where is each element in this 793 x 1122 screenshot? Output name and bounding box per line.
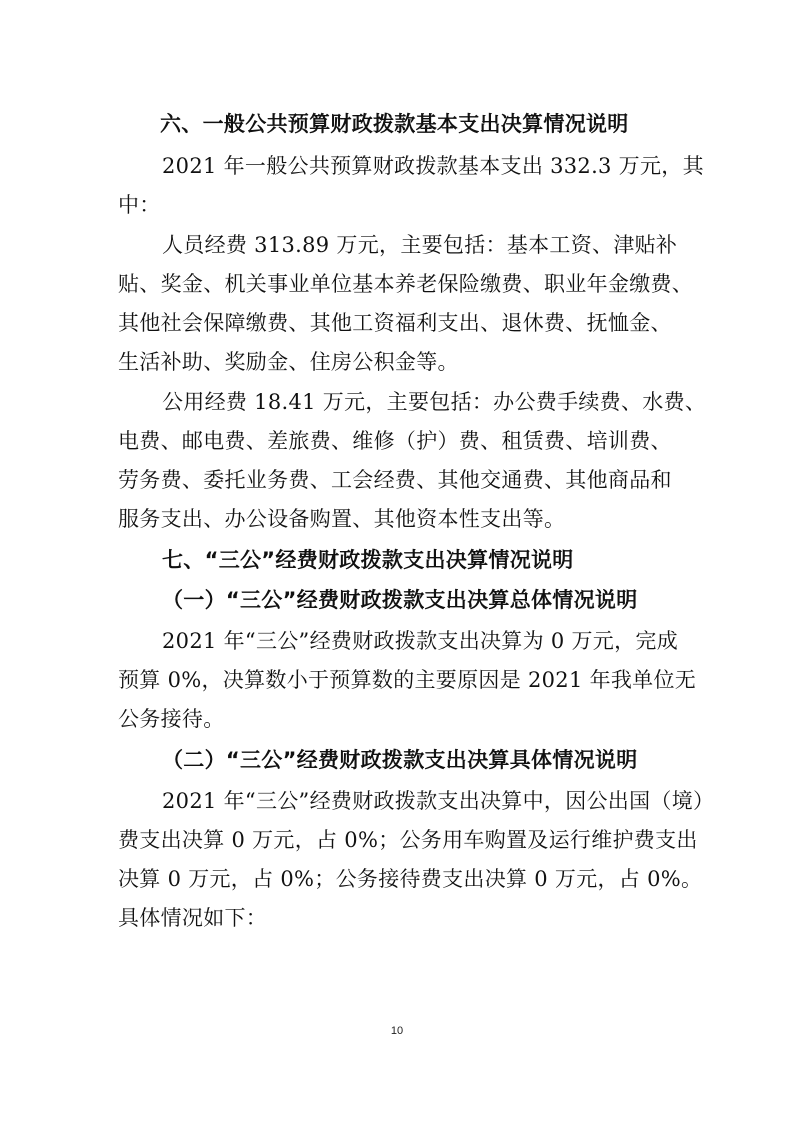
section-7-sub1-heading: （一）“三公”经费财政拨款支出决算总体情况说明 [162, 588, 638, 612]
section-7-sub2-line: 决算 0 万元，占 0%；公务接待费支出决算 0 万元，占 0%。 [118, 867, 703, 891]
public-expense-line: 服务支出、办公设备购置、其他资本性支出等。 [118, 507, 566, 531]
public-expense-line: 电费、邮电费、差旅费、维修（护）费、租赁费、培训费、 [118, 429, 672, 453]
section-6-heading: 六、一般公共预算财政拨款基本支出决算情况说明 [160, 112, 629, 136]
personnel-expense-line: 贴、奖金、机关事业单位基本养老保险缴费、职业年金缴费、 [118, 272, 694, 296]
section-7-sub1-line: 2021 年“三公”经费财政拨款支出决算为 0 万元，完成 [162, 629, 678, 653]
section-7-heading: 七、“三公”经费财政拨款支出决算情况说明 [162, 548, 574, 572]
section-7-sub2-line: 费支出决算 0 万元，占 0%；公务用车购置及运行维护费支出 [118, 828, 698, 852]
public-expense-line: 劳务费、委托业务费、工会经费、其他交通费、其他商品和 [118, 468, 672, 492]
section-7-sub2-line: 具体情况如下： [118, 906, 268, 930]
section-7-sub2-heading: （二）“三公”经费财政拨款支出决算具体情况说明 [162, 748, 638, 772]
section-7-sub2-line: 2021 年“三公”经费财政拨款支出决算中，因公出国（境） [162, 789, 715, 813]
section-7-sub1-line: 公务接待。 [118, 707, 225, 731]
personnel-expense-line: 生活补助、奖励金、住房公积金等。 [118, 350, 459, 374]
section-6-paragraph-line: 中： [118, 193, 161, 217]
personnel-expense-line: 人员经费 313.89 万元，主要包括：基本工资、津贴补 [162, 233, 678, 257]
personnel-expense-line: 其他社会保障缴费、其他工资福利支出、退休费、抚恤金、 [118, 311, 672, 335]
section-7-sub1-line: 预算 0%，决算数小于预算数的主要原因是 2021 年我单位无 [118, 668, 697, 692]
public-expense-line: 公用经费 18.41 万元，主要包括：办公费手续费、水费、 [162, 390, 707, 414]
section-6-paragraph-line: 2021 年一般公共预算财政拨款基本支出 332.3 万元，其 [162, 154, 704, 178]
page-number: 10 [390, 1025, 404, 1037]
